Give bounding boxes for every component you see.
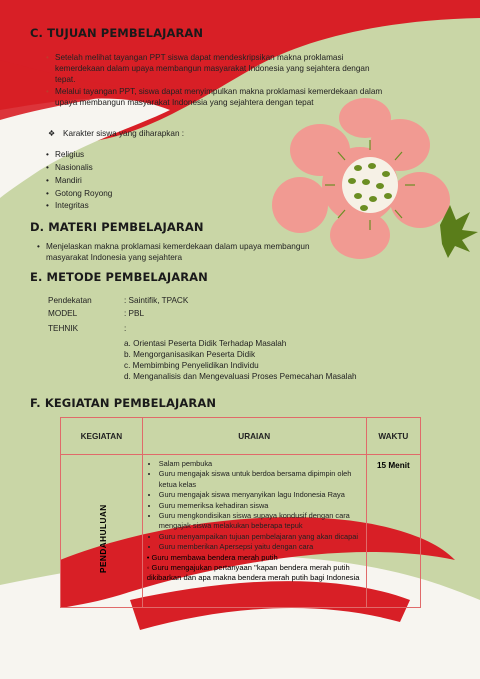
list-item: • Salam pembuka (159, 459, 362, 469)
karakter-item: • Integritas (55, 200, 89, 212)
section-c-heading: C. TUJUAN PEMBELAJARAN (30, 26, 204, 40)
karakter-item: • Gotong Royong (55, 188, 112, 200)
col-waktu-header: WAKTU (366, 418, 420, 455)
tujuan-line-2: kemerdekaan dalam upaya membangun masyarakat Indonesia yang sejahtera dengan (55, 64, 370, 73)
metode-step: b. Mengorganisasikan Peserta Didik (124, 350, 256, 359)
metode-step: d. Menganalisis dan Mengevaluasi Proses Pemecahan Masalah (124, 372, 357, 381)
metode-label: MODEL (48, 309, 78, 318)
col-kegiatan-header: KEGIATAN (61, 418, 143, 455)
sub-item: ◦ Guru mengajukan pertanyaan "kapan bendera merah putih dikibarkan dan apa makna bendera merah putih bagi Indonesia (146, 563, 360, 583)
metode-value: : PBL (124, 309, 145, 318)
section-d-heading: D. MATERI PEMBELAJARAN (30, 220, 204, 234)
karakter-label: Karakter siswa yang diharapkan : (63, 129, 185, 138)
karakter-item: • Nasionalis (55, 162, 93, 174)
materi-line-1: • Menjelaskan makna proklamasi kemerdekaan dalam upaya membangun (46, 241, 310, 253)
karakter-item: • Mandiri (55, 175, 82, 187)
sub-item: • Guru membawa bendera merah putih (146, 552, 278, 562)
karakter-item: • Religius (55, 149, 84, 161)
tujuan-line-4: • Melalui tayangan PPT, siswa dapat menyimpulkan makna proklamasi kemerdekaan dalam (55, 86, 382, 98)
phase-cell (61, 455, 143, 608)
tujuan-line-1: • Setelah melihat tayangan PPT siswa dapat mendeskripsikan makna proklamasi (55, 52, 343, 64)
phase-label: PENDAHULUAN (99, 504, 108, 573)
tujuan-line-3: tepat. (55, 75, 76, 84)
materi-line-2: masyarakat Indonesia yang sejahtera (46, 253, 183, 262)
table-header-row (61, 418, 421, 455)
list-item: • Guru mengkondisikan siswa supaya kondusif dengan cara mengajak siswa melakukan beberapa tepuk (159, 511, 362, 532)
metode-step: c. Membimbing Penyelidikan Individu (124, 361, 259, 370)
section-e-heading: E. METODE PEMBELAJARAN (30, 270, 208, 284)
tujuan-line-5: upaya membangun masyarakat Indonesia yang sejahtera dengan tepat (55, 98, 314, 107)
section-f-heading: F. KEGIATAN PEMBELAJARAN (30, 396, 217, 410)
table-row (61, 455, 421, 608)
metode-value: : Saintifik, TPACK (124, 296, 189, 305)
list-item: • Guru menyampaikan tujuan pembelajaran yang akan dicapai (159, 532, 362, 542)
uraian-cell (142, 455, 366, 608)
list-item: • Guru mengajak siswa untuk berdoa bersama dipimpin oleh ketua kelas (159, 469, 362, 490)
list-item: • Guru mengajak siswa menyanyikan lagu Indonesia Raya (159, 490, 362, 500)
kegiatan-table (60, 417, 421, 608)
metode-label: Pendekatan (48, 296, 92, 305)
waktu-cell: 15 Menit (366, 455, 420, 608)
col-uraian-header: URAIAN (142, 418, 366, 455)
list-item: • Guru memberikan Apersepsi yaitu dengan cara (159, 542, 362, 552)
metode-value: : (124, 324, 127, 333)
metode-step: a. Orientasi Peserta Didik Terhadap Masalah (124, 339, 287, 348)
karakter-diamond-icon: ❖ (48, 129, 56, 138)
list-item: • Guru memeriksa kehadiran siswa (159, 501, 362, 511)
metode-label: TEHNIK (48, 324, 79, 333)
